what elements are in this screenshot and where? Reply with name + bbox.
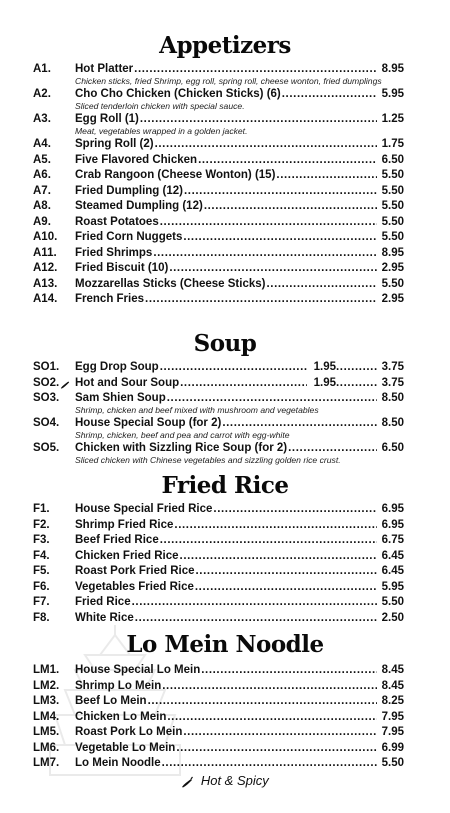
item-description: Shrimp, chicken, beef and pea and carrot with egg-white	[75, 429, 290, 440]
dot-leader	[148, 694, 377, 710]
item-price: 8.50	[381, 392, 404, 404]
item-name: Vegetables Fried Rice	[75, 580, 194, 593]
item-line	[75, 137, 404, 153]
item-code: SO2.	[33, 376, 60, 389]
item-code: A14.	[33, 293, 58, 305]
item-code: SO1.	[33, 361, 60, 373]
item-small-price: 1.95	[313, 376, 336, 389]
item-line	[75, 663, 404, 679]
item-name: Roast Potatoes	[75, 215, 159, 228]
item-line	[75, 215, 404, 231]
item-name: Vegetable Lo Mein	[75, 741, 176, 754]
item-price: 3.75	[381, 376, 404, 389]
item-code: A7.	[33, 184, 51, 197]
item-line	[75, 611, 404, 627]
item-code: A3.	[33, 113, 51, 125]
item-code: A2.	[33, 88, 51, 100]
item-price: 6.50	[381, 442, 404, 454]
item-price: 2.50	[381, 611, 404, 624]
hot-pepper-icon	[60, 379, 70, 389]
menu-item	[0, 502, 450, 518]
dot-leader	[183, 725, 377, 741]
item-code: A1.	[33, 63, 51, 75]
item-price: 5.95	[381, 88, 404, 100]
item-line	[75, 199, 404, 215]
item-price: 5.50	[381, 215, 404, 228]
item-line	[75, 710, 404, 726]
item-price: 5.95	[381, 580, 404, 593]
dot-leader	[204, 199, 377, 215]
dot-leader	[198, 153, 377, 169]
menu-item	[0, 246, 450, 262]
lo-mein-section	[0, 631, 450, 772]
item-code: A9.	[33, 215, 51, 228]
menu-item	[0, 663, 450, 679]
menu-item	[0, 580, 450, 596]
item-description: Shrimp, chicken and beef mixed with mushroom and vegetables	[75, 404, 319, 415]
item-name: Roast Pork Fried Rice	[75, 565, 195, 577]
item-description: Sliced chicken with Chinese vegetables and sizzling golden rice crust.	[75, 454, 341, 465]
item-line	[75, 246, 404, 262]
item-code: F3.	[33, 534, 50, 546]
item-description: Meat, vegetables wrapped in a golden jacket.	[75, 125, 248, 136]
item-price: 6.45	[381, 549, 404, 562]
item-code: F6.	[33, 580, 50, 593]
item-name: Hot and Sour Soup	[75, 376, 180, 389]
item-name: Spring Roll (2)	[75, 138, 154, 150]
soup-section	[0, 330, 450, 466]
item-price: 6.95	[381, 518, 404, 531]
item-price: 5.50	[381, 231, 404, 243]
item-code: F5.	[33, 565, 50, 577]
item-code: LM6.	[33, 741, 60, 754]
menu-item	[0, 292, 450, 308]
lo-mein-list	[0, 663, 450, 772]
item-line	[75, 277, 404, 293]
dot-leader	[145, 292, 377, 308]
menu-item	[0, 518, 450, 534]
menu-item	[0, 199, 450, 215]
item-line	[75, 679, 404, 695]
item-price: 8.95	[381, 246, 404, 259]
item-line	[75, 376, 404, 392]
menu-item	[0, 62, 450, 87]
soup-list	[0, 360, 450, 466]
dot-leader	[183, 230, 377, 246]
item-name: Sam Shien Soup	[75, 392, 166, 404]
dot-leader	[276, 168, 377, 184]
item-code: F7.	[33, 596, 50, 608]
item-price: 8.45	[381, 664, 404, 676]
item-line	[75, 292, 404, 308]
item-price: 8.50	[381, 417, 404, 429]
item-code: A12.	[33, 262, 58, 274]
dot-leader	[160, 215, 377, 231]
item-price: 6.45	[381, 565, 404, 577]
item-code: SO4.	[33, 417, 60, 429]
item-name: Fried Rice	[75, 596, 131, 608]
item-name: Shrimp Lo Mein	[75, 679, 162, 692]
item-name: Chicken with Sizzling Rice Soup (for 2)	[75, 442, 288, 454]
item-line	[75, 153, 404, 169]
legend	[0, 773, 450, 788]
item-price: 1.25	[381, 113, 404, 125]
item-price: 5.50	[381, 757, 404, 769]
item-line	[75, 580, 404, 596]
item-name: Cho Cho Chicken (Chicken Sticks) (6)	[75, 88, 281, 100]
item-small-price: 1.95	[313, 361, 336, 373]
lo-mein-heading: Lo Mein Noodle	[126, 631, 324, 658]
item-line	[75, 564, 404, 580]
item-line	[75, 230, 404, 246]
item-name: Fried Dumpling (12)	[75, 184, 183, 197]
soup-heading: Soup	[193, 330, 257, 357]
item-name: Steamed Dumpling (12)	[75, 200, 203, 212]
item-code: F4.	[33, 549, 50, 562]
item-name: Roast Pork Lo Mein	[75, 726, 183, 738]
item-code: LM1.	[33, 664, 60, 676]
item-line	[75, 168, 404, 184]
menu-item	[0, 679, 450, 695]
item-code: A10.	[33, 231, 58, 243]
item-line	[75, 261, 404, 277]
item-line	[75, 360, 404, 376]
item-line	[75, 184, 404, 200]
item-code: LM2.	[33, 679, 60, 692]
menu-item	[0, 710, 450, 726]
item-price: 5.50	[381, 277, 404, 290]
item-code: A11.	[33, 246, 57, 259]
menu-item	[0, 564, 450, 580]
menu-item	[0, 137, 450, 153]
item-code: SO5.	[33, 442, 60, 454]
item-price: 5.50	[381, 184, 404, 197]
dot-leader	[196, 564, 377, 580]
menu-item	[0, 391, 450, 416]
item-price: 7.95	[381, 726, 404, 738]
item-name: Hot Platter	[75, 63, 134, 75]
menu-item	[0, 441, 450, 466]
item-code: A6.	[33, 169, 51, 181]
menu-item	[0, 611, 450, 627]
item-price: 6.50	[381, 153, 404, 166]
menu-item	[0, 87, 450, 112]
item-line	[75, 741, 404, 757]
dot-leader	[132, 595, 377, 611]
item-name: House Special Lo Mein	[75, 664, 201, 676]
fried-rice-heading: Fried Rice	[161, 472, 289, 499]
dot-leader	[162, 679, 377, 695]
item-name: White Rice	[75, 611, 134, 624]
menu-item	[0, 595, 450, 611]
menu-item	[0, 533, 450, 549]
item-price: 8.95	[381, 63, 404, 75]
dot-leader	[201, 663, 377, 679]
item-code: A4.	[33, 138, 51, 150]
item-description: Chicken sticks, fried Shrimp, egg roll, spring roll, cheese wonton, fried dumplings	[75, 75, 382, 86]
item-line	[75, 518, 404, 534]
item-line	[75, 502, 404, 518]
item-name: Beef Lo Mein	[75, 695, 147, 707]
item-code: LM4.	[33, 710, 60, 723]
item-name: Crab Rangoon (Cheese Wonton) (15)	[75, 169, 276, 181]
menu-item	[0, 549, 450, 565]
item-price: 2.95	[381, 262, 404, 274]
item-line	[75, 694, 404, 710]
item-code: LM7.	[33, 757, 60, 769]
appetizers-section	[0, 32, 450, 308]
menu-item	[0, 725, 450, 741]
item-code: F2.	[33, 518, 50, 531]
item-code: LM5.	[33, 726, 60, 738]
menu-item	[0, 230, 450, 246]
fried-rice-section	[0, 472, 450, 626]
dot-leader	[174, 518, 377, 534]
menu-item	[0, 756, 450, 772]
item-name: Fried Shrimps	[75, 246, 153, 259]
item-price: 6.95	[381, 503, 404, 515]
item-price: 8.45	[381, 679, 404, 692]
dot-leader	[282, 87, 377, 103]
item-price: 6.99	[381, 741, 404, 754]
menu-item	[0, 277, 450, 293]
dot-leader	[336, 376, 378, 392]
hot-pepper-icon	[181, 776, 193, 788]
item-line	[75, 549, 404, 565]
item-price: 6.75	[381, 534, 404, 546]
item-name: Egg Drop Soup	[75, 361, 159, 373]
item-price: 3.75	[381, 361, 404, 373]
menu-item	[0, 153, 450, 169]
item-price: 2.95	[381, 293, 404, 305]
item-name: Chicken Fried Rice	[75, 549, 179, 562]
item-code: F8.	[33, 611, 50, 624]
item-code: F1.	[33, 503, 50, 515]
item-name: Fried Corn Nuggets	[75, 231, 183, 243]
dot-leader	[155, 137, 377, 153]
item-line	[75, 533, 404, 549]
dot-leader	[153, 246, 377, 262]
legend-label: Hot & Spicy	[200, 773, 269, 788]
item-code: SO3.	[33, 392, 60, 404]
dot-leader	[266, 277, 377, 293]
dot-leader	[195, 580, 377, 596]
item-line	[75, 595, 404, 611]
item-line	[75, 725, 404, 741]
item-line	[75, 756, 404, 772]
menu-item	[0, 215, 450, 231]
appetizers-list	[0, 62, 450, 308]
item-price: 5.50	[381, 200, 404, 212]
item-name: Mozzarellas Sticks (Cheese Sticks)	[75, 277, 266, 290]
dot-leader	[336, 360, 378, 376]
item-price: 7.95	[381, 710, 404, 723]
item-name: Shrimp Fried Rice	[75, 518, 174, 531]
dot-leader	[162, 756, 377, 772]
menu-item	[0, 360, 450, 376]
item-name: Egg Roll (1)	[75, 113, 139, 125]
item-price: 1.75	[381, 138, 404, 150]
dot-leader	[180, 549, 377, 565]
dot-leader	[176, 741, 377, 757]
item-name: Chicken Lo Mein	[75, 710, 167, 723]
item-name: Five Flavored Chicken	[75, 153, 198, 166]
menu-item	[0, 261, 450, 277]
item-name: Fried Biscuit (10)	[75, 262, 169, 274]
dot-leader	[167, 710, 377, 726]
menu-item	[0, 694, 450, 710]
item-code: A13.	[33, 277, 58, 290]
menu-item	[0, 741, 450, 757]
dot-leader	[180, 376, 307, 392]
item-price: 5.50	[381, 169, 404, 181]
item-code: A8.	[33, 200, 51, 212]
item-name: House Special Fried Rice	[75, 503, 213, 515]
item-code: A5.	[33, 153, 51, 166]
dot-leader	[135, 611, 377, 627]
item-price: 5.50	[381, 596, 404, 608]
dot-leader	[213, 502, 377, 518]
dot-leader	[160, 360, 307, 376]
menu-item	[0, 184, 450, 200]
item-name: French Fries	[75, 293, 145, 305]
item-price: 8.25	[381, 695, 404, 707]
menu-item	[0, 376, 450, 392]
item-name: Lo Mein Noodle	[75, 757, 161, 769]
dot-leader	[184, 184, 377, 200]
menu-item	[0, 416, 450, 441]
fried-rice-list	[0, 502, 450, 626]
appetizers-heading: Appetizers	[159, 32, 291, 59]
item-name: House Special Soup (for 2)	[75, 417, 222, 429]
item-name: Beef Fried Rice	[75, 534, 159, 546]
dot-leader	[169, 261, 377, 277]
dot-leader	[160, 533, 377, 549]
item-code: LM3.	[33, 695, 60, 707]
menu-item	[0, 112, 450, 137]
menu-item	[0, 168, 450, 184]
item-description: Sliced tenderloin chicken with special sauce.	[75, 100, 245, 111]
